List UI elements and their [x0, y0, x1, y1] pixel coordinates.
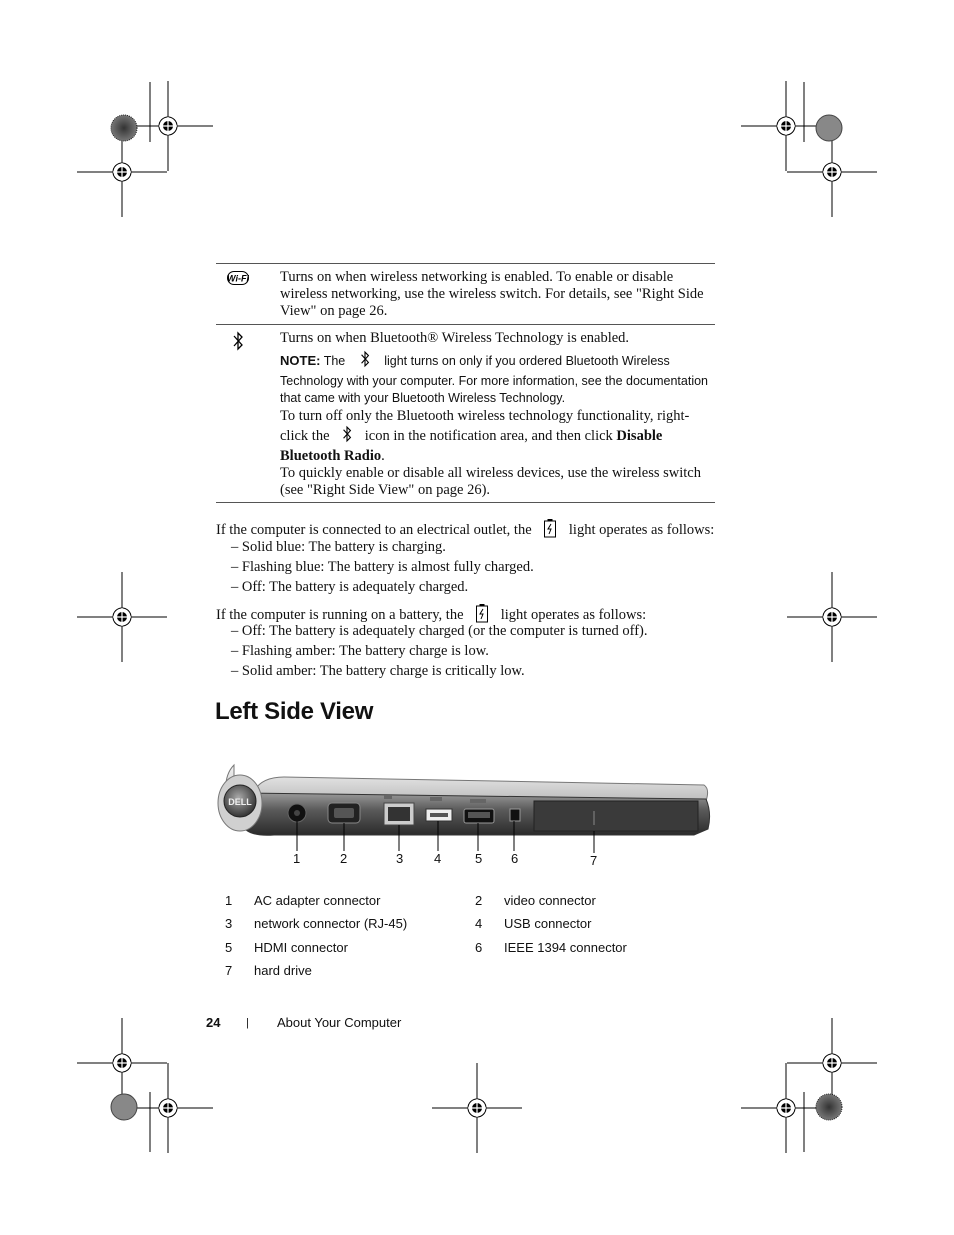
callout-3: 3	[396, 851, 404, 866]
legend-num: 3	[225, 916, 233, 931]
callout-2: 2	[340, 851, 348, 866]
table-bottom-rule	[216, 502, 715, 503]
outlet-intro-pre: If the computer is connected to an electrical outlet, the	[216, 521, 532, 538]
list-item: – Off: The battery is adequately charged (or the computer is turned off).	[231, 623, 648, 639]
battery-intro-post: light operates as follows:	[500, 606, 647, 623]
turnoff-pre: To turn off only the Bluetooth wireless technology functionality, right-click the	[280, 408, 690, 444]
legend-label: video connector	[504, 893, 596, 908]
table-top-rule	[216, 263, 715, 264]
list-item: – Solid blue: The battery is charging.	[231, 539, 446, 555]
wifi-icon	[227, 271, 249, 290]
page-number: 24	[206, 1015, 221, 1030]
hard-drive-bay	[534, 801, 698, 831]
laptop-left-side-illustration	[214, 755, 714, 875]
outlet-intro-post: light operates as follows:	[568, 521, 715, 538]
legend-label: network connector (RJ-45)	[254, 916, 408, 931]
battery-intro-pre: If the computer is running on a battery, the	[216, 606, 464, 623]
legend-num: 4	[475, 916, 483, 931]
callout-7: 7	[590, 853, 598, 868]
wifi-row-text: Turns on when wireless networking is enabled. To enable or disable wireless networking, use the wireless switch. For details, see "Right Side View" on page 26.	[280, 269, 704, 319]
section-title: Left Side View	[215, 698, 374, 725]
legend-num: 6	[475, 940, 483, 955]
legend-label: IEEE 1394 connector	[504, 940, 627, 955]
callout-4: 4	[434, 851, 442, 866]
note-pre: The	[323, 353, 346, 368]
disable-bluetooth-radio: Disable Bluetooth Radio	[280, 427, 663, 464]
list-item: – Flashing blue: The battery is almost fully charged.	[231, 559, 534, 575]
bluetooth-note	[280, 350, 712, 407]
bluetooth-turnoff-text	[280, 408, 712, 465]
note-label: NOTE:	[280, 352, 321, 368]
bluetooth-icon	[231, 331, 245, 356]
legend-label: hard drive	[254, 963, 312, 978]
list-item: – Solid amber: The battery charge is critically low.	[231, 663, 525, 679]
callout-6: 6	[511, 851, 519, 866]
legend-num: 7	[225, 963, 233, 978]
legend-label: AC adapter connector	[254, 893, 381, 908]
legend-num: 1	[225, 893, 233, 908]
bluetooth-row-text: Turns on when Bluetooth® Wireless Technology is enabled.	[280, 330, 630, 346]
list-item: – Flashing amber: The battery charge is low.	[231, 643, 489, 659]
chapter-title: About Your Computer	[277, 1015, 402, 1030]
turnoff-mid: icon in the notification area, and then click	[364, 427, 613, 444]
note-post: light turns on only if you ordered Bluetooth Wireless Technology with your computer. For more information, see the documentation that came with your Bluetooth Wireless Technology.	[280, 353, 708, 405]
legend-num: 2	[475, 893, 483, 908]
battery-icon	[543, 518, 557, 543]
dell-logo-text: DELL	[228, 797, 252, 807]
footer-separator: |	[246, 1017, 249, 1029]
bluetooth-icon	[341, 425, 353, 448]
turnoff-end: .	[381, 448, 385, 464]
svg-text:Wi-Fi: Wi-Fi	[227, 273, 249, 284]
bluetooth-icon	[359, 350, 371, 373]
callout-5: 5	[475, 851, 483, 866]
legend-label: HDMI connector	[254, 940, 348, 955]
legend-label: USB connector	[504, 916, 592, 931]
ieee1394-port	[510, 809, 520, 821]
table-mid-rule	[216, 324, 715, 325]
bluetooth-quick-text: To quickly enable or disable all wireless devices, use the wireless switch (see "Right Side View" on page 26).	[280, 465, 701, 498]
callout-1: 1	[293, 851, 301, 866]
list-item: – Off: The battery is adequately charged.	[231, 579, 469, 595]
legend-num: 5	[225, 940, 233, 955]
